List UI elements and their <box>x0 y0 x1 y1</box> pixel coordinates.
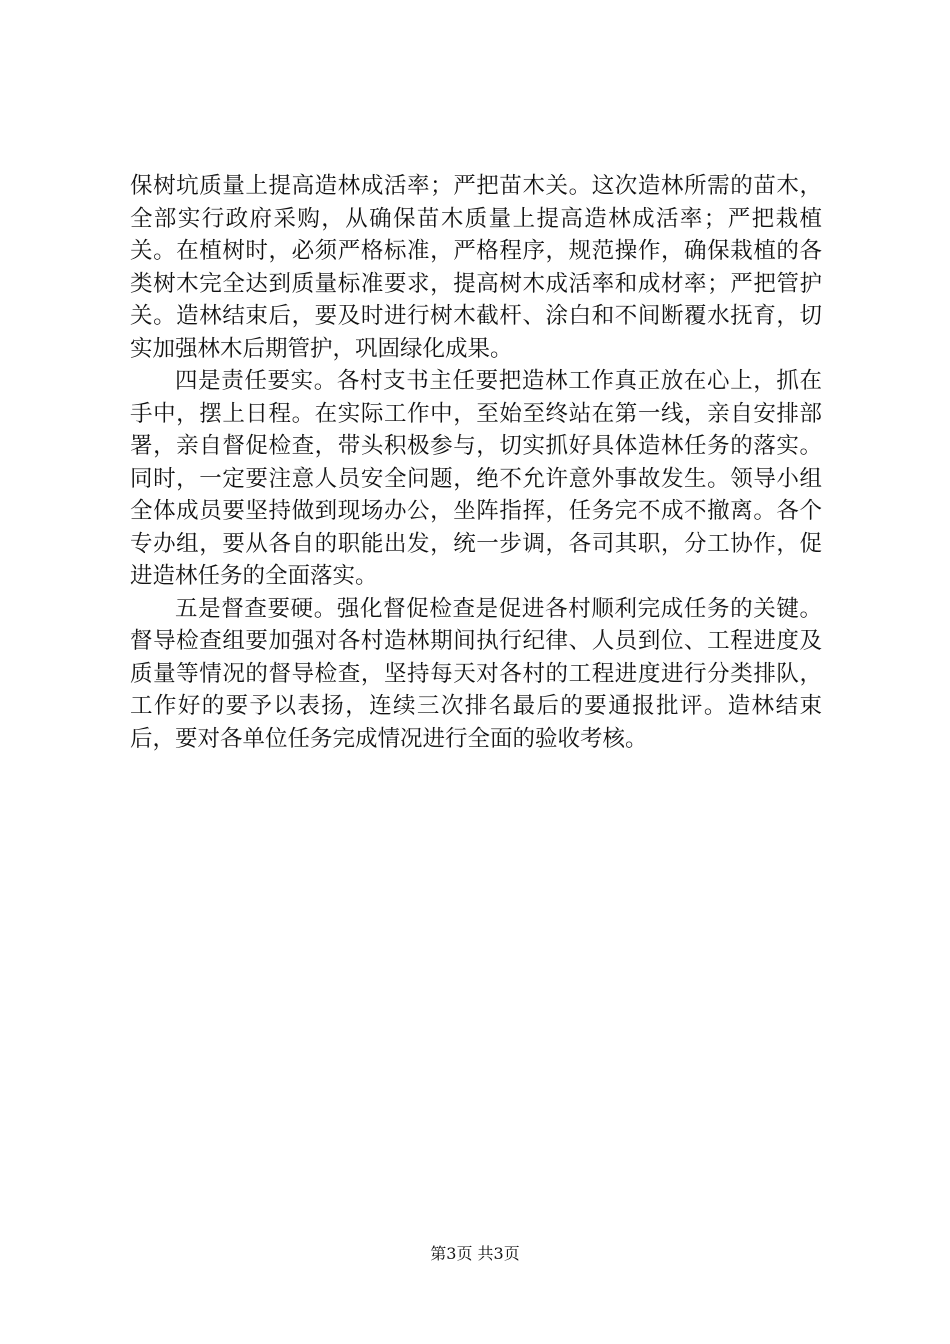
page-number-footer: 第3页 共3页 <box>430 1244 520 1263</box>
paragraph-continued: 保树坑质量上提高造林成活率；严把苗木关。这次造林所需的苗木，全部实行政府采购，从确保苗木质量上提高造林成活率；严把栽植关。在植树时，必须严格标准，严格程序，规范操作，确保栽植的各类树木完全达到质量标准要求，提高树木成活率和成材率；严把管护关。造林结束后，要及时进行树木截杆、涂白和不间断覆水抚育，切实加强林木后期管护，巩固绿化成果。 <box>130 173 822 362</box>
paragraph-responsibility: 四是责任要实。各村支书主任要把造林工作真正放在心上，抓在手中，摆上日程。在实际工作中，至始至终站在第一线，亲自安排部署，亲自督促检查，带头积极参与，切实抓好具体造林任务的落实。同时，一定要注意人员安全问题，绝不允许意外事故发生。领导小组全体成员要坚持做到现场办公，坐阵指挥，任务完不成不撤离。各个专办组，要从各自的职能出发，统一步调，各司其职，分工协作，促进造林任务的全面落实。 <box>130 368 822 589</box>
paragraph-supervision: 五是督查要硬。强化督促检查是促进各村顺利完成任务的关键。督导检查组要加强对各村造林期间执行纪律、人员到位、工程进度及质量等情况的督导检查，坚持每天对各村的工程进度进行分类排队，工作好的要予以表扬，连续三次排名最后的要通报批评。造林结束后，要对各单位任务完成情况进行全面的验收考核。 <box>130 595 822 752</box>
document-body <box>130 170 822 755</box>
